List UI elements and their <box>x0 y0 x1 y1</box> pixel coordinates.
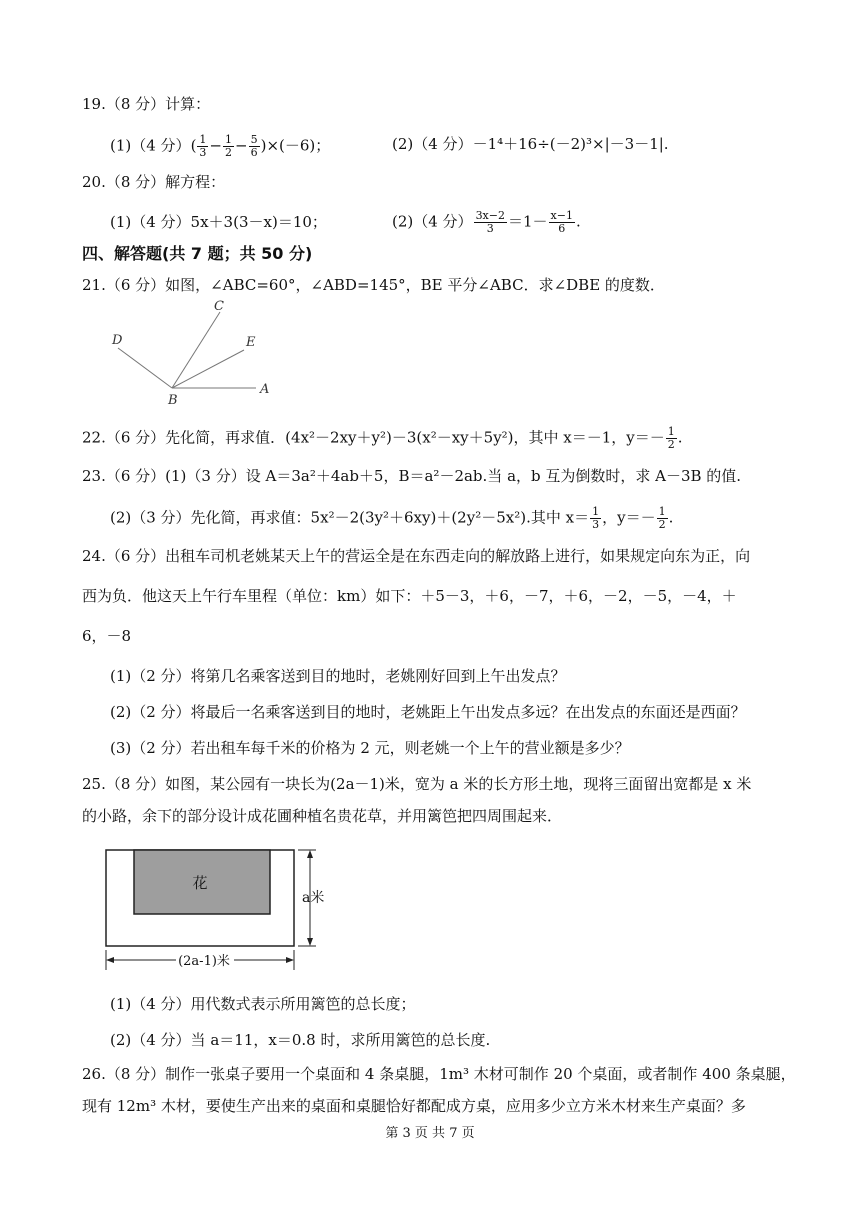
ray-be <box>172 350 244 388</box>
q26-line1: 26.（8 分）制作一张桌子要用一个桌面和 4 条桌腿，1m³ 木材可制作 20 个桌面，或者制作 400 条桌腿， <box>82 1065 796 1083</box>
fraction: $\frac{x-1}{6}$ <box>550 209 573 235</box>
label-c: C <box>214 299 224 314</box>
q22-text <box>82 426 683 451</box>
fraction: $\frac{1}{3}$ <box>199 133 207 159</box>
q20-part2-mid: ＝1－ <box>507 212 548 231</box>
q20-part2-end: . <box>575 212 581 231</box>
q19-part1-tail: ×(－6)； <box>266 136 331 155</box>
q26-line2: 现有 12m³ 木材，要使生产出来的桌面和桌腿恰好都配成方桌，应用多少立方米木材来生产桌面？多 <box>82 1097 746 1115</box>
q20-part2-label: (2)（4 分） <box>392 212 473 231</box>
ray-bd <box>118 348 172 388</box>
q19-part2-expr: －1⁴＋16÷(－2)³×|－3－1|. <box>472 135 669 153</box>
q19-part2 <box>392 134 669 154</box>
q20-part1: (1)（4 分）5x＋3(3－x)＝10； <box>110 213 327 231</box>
q23-part2-end: . <box>668 508 674 527</box>
q24-line2: 西为负．他这天上午行车里程（单位：km）如下：＋5－3，＋6，－7，＋6，－2，－5，－4，＋ <box>82 587 737 605</box>
q23-part2 <box>110 506 673 531</box>
label-e: E <box>246 335 256 350</box>
q25-line1: 25.（8 分）如图，某公园有一块长为(2a－1)米，宽为 a 米的长方形土地，现将三面留出宽都是 x 米 <box>82 775 752 793</box>
q24-part3: (3)（2 分）若出租车每千米的价格为 2 元，则老姚一个上午的营业额是多少？ <box>110 739 630 757</box>
q19-part2-label: (2)（4 分） <box>392 135 473 153</box>
fraction: $\frac{1}{2}$ <box>667 425 675 451</box>
section-heading: 四、解答题(共 7 题；共 50 分) <box>82 244 313 263</box>
q25-garden-figure <box>100 840 336 976</box>
q24-line1: 24.（6 分）出租车司机老姚某天上午的营运全是在东西走向的解放路上进行，如果规定向东为正，向 <box>82 547 751 565</box>
q24-line3: 6，－8 <box>82 627 132 645</box>
q19-heading: 19.（8 分）计算： <box>82 95 211 113</box>
q19-part1-label: (1)（4 分） <box>110 136 191 155</box>
width-label: a米 <box>302 890 325 906</box>
q21-angle-figure <box>100 296 280 408</box>
fraction: $\frac{1}{2}$ <box>658 505 666 531</box>
label-b: B <box>168 393 178 408</box>
q19-part1: (1)（4 分）( $\frac{1}{3}$ − $\frac{1}{2}$ − $\frac{5}{6}$ )×(－6)； <box>110 133 331 159</box>
q25-part1: (1)（4 分）用代数式表示所用篱笆的总长度； <box>110 995 416 1013</box>
ray-bc <box>172 312 220 388</box>
q22-expr: 22.（6 分）先化简，再求值．(4x²－2xy＋y²)－3(x²－xy＋5y²)，其中 x＝－1，y＝－ <box>82 428 665 447</box>
label-d: D <box>112 333 123 348</box>
fraction: $\frac{3x-2}{3}$ <box>475 209 505 235</box>
q21-text: 21.（6 分）如图，∠ABC=60°，∠ABD=145°，BE 平分∠ABC．求∠DBE 的度数． <box>82 276 665 294</box>
q24-part1: (1)（2 分）将第几名乘客送到目的地时，老姚刚好回到上午出发点？ <box>110 667 566 685</box>
q23-part2-mid: ，y＝－ <box>602 508 656 527</box>
q23-part1: 23.（6 分）(1)（3 分）设 A＝3a²＋4ab＋5，B＝a²－2ab.当 a，b 互为倒数时，求 A－3B 的值. <box>82 467 742 485</box>
q20-heading: 20.（8 分）解方程： <box>82 173 226 191</box>
flower-label: 花 <box>192 874 208 892</box>
page-footer: 第 3 页 共 7 页 <box>385 1126 475 1141</box>
length-label: (2a-1)米 <box>178 954 230 969</box>
q22-end: . <box>677 428 683 447</box>
fraction: $\frac{1}{3}$ <box>592 505 600 531</box>
q24-part2: (2)（2 分）将最后一名乘客送到目的地时，老姚距上午出发点多远？在出发点的东面还是西面？ <box>110 703 746 721</box>
q23-part2-expr: (2)（3 分）先化简，再求值：5x²－2(3y²＋6xy)＋(2y²－5x²).其中 x＝ <box>110 508 590 527</box>
fraction: $\frac{5}{6}$ <box>250 133 258 159</box>
q20-part2 <box>392 210 581 235</box>
label-a: A <box>260 382 270 397</box>
q25-part2: (2)（4 分）当 a＝11，x＝0.8 时，求所用篱笆的总长度. <box>110 1031 491 1049</box>
q25-line2: 的小路，余下的部分设计成花圃种植名贵花草，并用篱笆把四周围起来． <box>82 807 563 825</box>
fraction: $\frac{1}{2}$ <box>225 133 232 159</box>
